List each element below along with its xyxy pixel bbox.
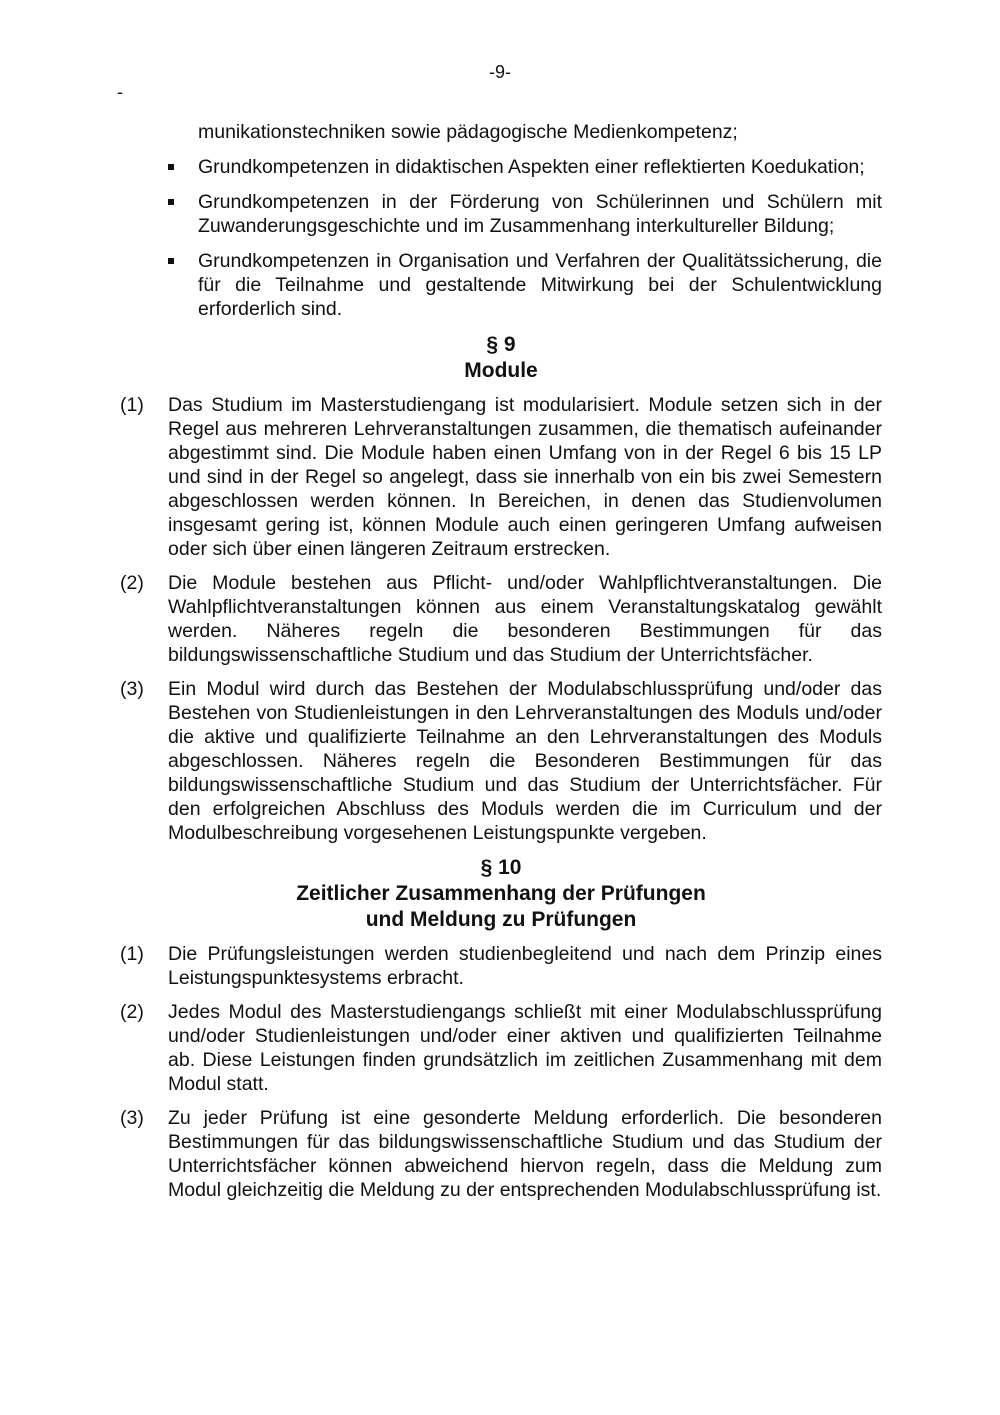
paragraph-number: (3) <box>120 1107 144 1129</box>
square-bullet-icon <box>168 249 174 264</box>
bullet-text: Grundkompetenzen in der Förderung von Schülerinnen und Schülern mit Zuwanderungsgeschichte und im Zusammenhang interkultureller Bildung; <box>198 191 882 237</box>
document-body <box>120 120 882 1212</box>
paragraph-text: Zu jeder Prüfung ist eine gesonderte Meldung erforderlich. Die besonderen Bestimmungen für das bildungswissenschaftliche Studium und das Studium der Unterrichtsfächer können abweichend hiervon regeln, dass die Meldung zum Modul gleichzeitig die Meldung zu der entsprechenden Modulabschlussprüfung ist. <box>168 1107 882 1201</box>
bullet-text: Grundkompetenzen in didaktischen Aspekten einer reflektierten Koedukation; <box>198 156 865 178</box>
paragraph-text: Jedes Modul des Masterstudiengangs schließt mit einer Modulabschlussprüfung und/oder Studienleistungen und/oder einer aktiven und qualifizierten Teilnahme ab. Diese Leistungen finden grundsätzlich im zeitlichen Zusammenhang mit dem Modul statt. <box>168 1001 882 1095</box>
continued-bullet-text: munikationstechniken sowie pädagogische Medienkompetenz; <box>198 121 738 143</box>
bullet-item <box>120 249 882 321</box>
section-heading-10 <box>120 855 882 933</box>
square-bullet-icon <box>168 155 174 170</box>
paragraph-text: Das Studium im Masterstudiengang ist modularisiert. Module setzen sich in der Regel aus mehreren Lehrveranstaltungen zusammen, die thematisch aufeinander abgestimmt sind. Die Module haben einen Umfang von in der Regel 6 bis 15 LP und sind in der Regel so angelegt, dass sie innerhalb von ein bis zwei Semestern abgeschlossen werden können. In Bereichen, in denen das Studienvolumen insgesamt gering ist, können Module auch einen geringeren Umfang aufweisen oder sich über einen längeren Zeitraum erstrecken. <box>168 394 882 560</box>
section-title: Module <box>464 359 538 382</box>
section-symbol: § 10 <box>480 856 522 879</box>
paragraph <box>120 571 882 667</box>
paragraph <box>120 1106 882 1202</box>
paragraph-number: (1) <box>120 943 144 965</box>
paragraph <box>120 393 882 561</box>
paragraph-number: (2) <box>120 572 144 594</box>
paragraph-number: (1) <box>120 394 144 416</box>
margin-dash: - <box>117 82 123 102</box>
paragraph-text: Die Prüfungsleistungen werden studienbegleitend und nach dem Prinzip eines Leistungspunktesystems erbracht. <box>168 943 882 989</box>
square-bullet-icon <box>168 190 174 205</box>
paragraph-text: Die Module bestehen aus Pflicht- und/oder Wahlpflichtveranstaltungen. Die Wahlpflichtveranstaltungen können aus einem Veranstaltungskatalog gewählt werden. Näheres regeln die besonderen Bestimmungen für das bildungswissenschaftliche Studium und das Studium der Unterrichtsfächer. <box>168 572 882 666</box>
paragraph-number: (2) <box>120 1001 144 1023</box>
paragraph-text: Ein Modul wird durch das Bestehen der Modulabschlussprüfung und/oder das Bestehen von Studienleistungen in den Lehrveranstaltungen des Moduls und/oder die aktive und qualifizierte Teilnahme an den Lehrveranstaltungen des Moduls abgeschlossen. Näheres regeln die Besonderen Bestimmungen für das bildungswissenschaftliche Studium und das Studium der Unterrichtsfächer. Für den erfolgreichen Abschluss des Moduls werden die im Curriculum und der Modulbeschreibung vorgesehenen Leistungspunkte vergeben. <box>168 678 882 844</box>
section-heading-9 <box>120 332 882 384</box>
paragraph <box>120 677 882 845</box>
bullet-item <box>120 155 882 179</box>
bullet-item <box>120 190 882 238</box>
paragraph <box>120 942 882 990</box>
section-title-line: und Meldung zu Prüfungen <box>365 908 637 931</box>
page-number: -9- <box>489 62 511 82</box>
section-title-line: Zeitlicher Zusammenhang der Prüfungen <box>296 882 706 905</box>
paragraph <box>120 1000 882 1096</box>
section-symbol: § 9 <box>486 333 516 356</box>
paragraph-number: (3) <box>120 678 144 700</box>
bullet-text: Grundkompetenzen in Organisation und Verfahren der Qualitätssicherung, die für die Teilnahme und gestaltende Mitwirkung bei der Schulentwicklung erforderlich sind. <box>198 250 882 320</box>
